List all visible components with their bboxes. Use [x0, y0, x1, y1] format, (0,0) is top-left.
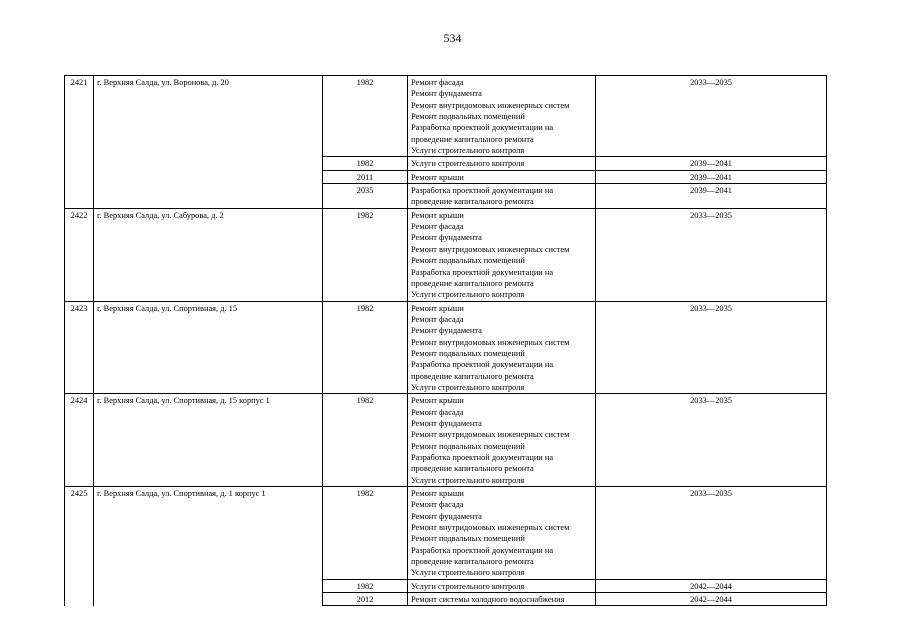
table-row [65, 76, 827, 157]
capital-repair-table [64, 75, 827, 606]
page-number: 534 [443, 31, 462, 45]
work-item: Ремонт подвальных помещений [411, 256, 525, 266]
work-item: Ремонт внутридомовых инженерных систем [411, 430, 570, 440]
period-cell: 2042—2044 [596, 579, 827, 592]
work-item: проведение капитального ремонта [411, 557, 534, 567]
work-item: Ремонт подвальных помещений [411, 441, 525, 451]
works-cell [408, 184, 596, 209]
work-item: Ремонт подвальных помещений [411, 112, 525, 122]
work-item: Ремонт подвальных помещений [411, 348, 525, 358]
work-item: Ремонт крыши [411, 489, 464, 499]
work-item: Разработка проектной документации на [411, 267, 554, 277]
work-item: Ремонт фасада [411, 407, 464, 417]
work-item: Услуги строительного контроля [411, 290, 525, 300]
work-item: Ремонт фасада [411, 222, 464, 232]
work-item: Услуги строительного контроля [411, 475, 525, 485]
work-item: Ремонт фундамента [411, 418, 482, 428]
period-cell: 2033—2035 [596, 301, 827, 394]
work-item: Ремонт фасада [411, 78, 464, 87]
work-item: Ремонт внутридомовых инженерных систем [411, 100, 570, 110]
work-item: Разработка проектной документации на [411, 186, 554, 196]
work-item: Услуги строительного контроля [411, 159, 525, 169]
work-item: Ремонт фундамента [411, 89, 482, 99]
work-item: проведение капитального ремонта [411, 371, 534, 381]
table-row [65, 301, 827, 394]
period-cell: 2042—2044 [596, 593, 827, 606]
work-item: проведение капитального ремонта [411, 134, 534, 144]
work-item: Ремонт крыши [411, 303, 464, 313]
building-address: г. Верхняя Салда, ул. Сабурова, д. 2 [94, 208, 323, 301]
work-item: Разработка проектной документации на [411, 545, 554, 555]
work-item: Ремонт внутридомовых инженерных систем [411, 523, 570, 533]
works-cell [408, 208, 596, 301]
work-item: Ремонт фундамента [411, 233, 482, 243]
building-address: г. Верхняя Салда, ул. Воронова, д. 20 [94, 76, 323, 209]
work-item: Услуги строительного контроля [411, 581, 525, 591]
record-number: 2421 [65, 76, 94, 209]
works-cell [408, 301, 596, 394]
year-cell: 2011 [323, 170, 408, 183]
works-cell [408, 394, 596, 487]
work-item: Разработка проектной документации на [411, 123, 554, 133]
year-cell: 1982 [323, 157, 408, 170]
table-row [65, 208, 827, 301]
record-number: 2425 [65, 487, 94, 606]
table-body [65, 76, 827, 606]
year-cell: 1982 [323, 579, 408, 592]
period-cell: 2039—2041 [596, 170, 827, 183]
works-cell [408, 593, 596, 606]
building-address: г. Верхняя Салда, ул. Спортивная, д. 15 корпус 1 [94, 394, 323, 487]
work-item: Ремонт крыши [411, 172, 464, 182]
work-item: проведение капитального ремонта [411, 464, 534, 474]
year-cell: 1982 [323, 394, 408, 487]
year-cell: 1982 [323, 208, 408, 301]
period-cell: 2033—2035 [596, 76, 827, 157]
year-cell: 2035 [323, 184, 408, 209]
work-item: Ремонт подвальных помещений [411, 534, 525, 544]
table-row [65, 487, 827, 580]
works-cell [408, 76, 596, 157]
work-item: Услуги строительного контроля [411, 568, 525, 578]
period-cell: 2033—2035 [596, 487, 827, 580]
work-item: проведение капитального ремонта [411, 278, 534, 288]
year-cell: 1982 [323, 487, 408, 580]
record-number: 2423 [65, 301, 94, 394]
work-item: Разработка проектной документации на [411, 453, 554, 462]
table-row [65, 394, 827, 487]
record-number: 2424 [65, 394, 94, 487]
works-cell [408, 170, 596, 183]
work-item: Ремонт внутридомовых инженерных систем [411, 337, 570, 347]
work-item: Ремонт внутридомовых инженерных систем [411, 244, 570, 254]
work-item: Ремонт фасада [411, 500, 464, 510]
work-item: Услуги строительного контроля [411, 146, 525, 156]
building-address: г. Верхняя Салда, ул. Спортивная, д. 1 корпус 1 [94, 487, 323, 606]
works-cell [408, 157, 596, 170]
period-cell: 2039—2041 [596, 184, 827, 209]
record-number: 2422 [65, 208, 94, 301]
period-cell: 2033—2035 [596, 394, 827, 487]
works-cell [408, 487, 596, 580]
year-cell: 2012 [323, 593, 408, 606]
works-cell [408, 579, 596, 592]
work-item: Ремонт фундамента [411, 511, 482, 521]
work-item: Ремонт фундамента [411, 326, 482, 336]
work-item: проведение капитального ремонта [411, 197, 534, 207]
work-item: Разработка проектной документации на [411, 360, 554, 370]
work-item: Услуги строительного контроля [411, 382, 525, 392]
building-address: г. Верхняя Салда, ул. Спортивная, д. 15 [94, 301, 323, 394]
work-item: Ремонт крыши [411, 210, 464, 220]
work-item: Ремонт системы холодного водоснабжения [411, 595, 565, 605]
work-item: Ремонт крыши [411, 396, 464, 406]
year-cell: 1982 [323, 301, 408, 394]
year-cell: 1982 [323, 76, 408, 157]
period-cell: 2033—2035 [596, 208, 827, 301]
work-item: Ремонт фасада [411, 314, 464, 324]
period-cell: 2039—2041 [596, 157, 827, 170]
